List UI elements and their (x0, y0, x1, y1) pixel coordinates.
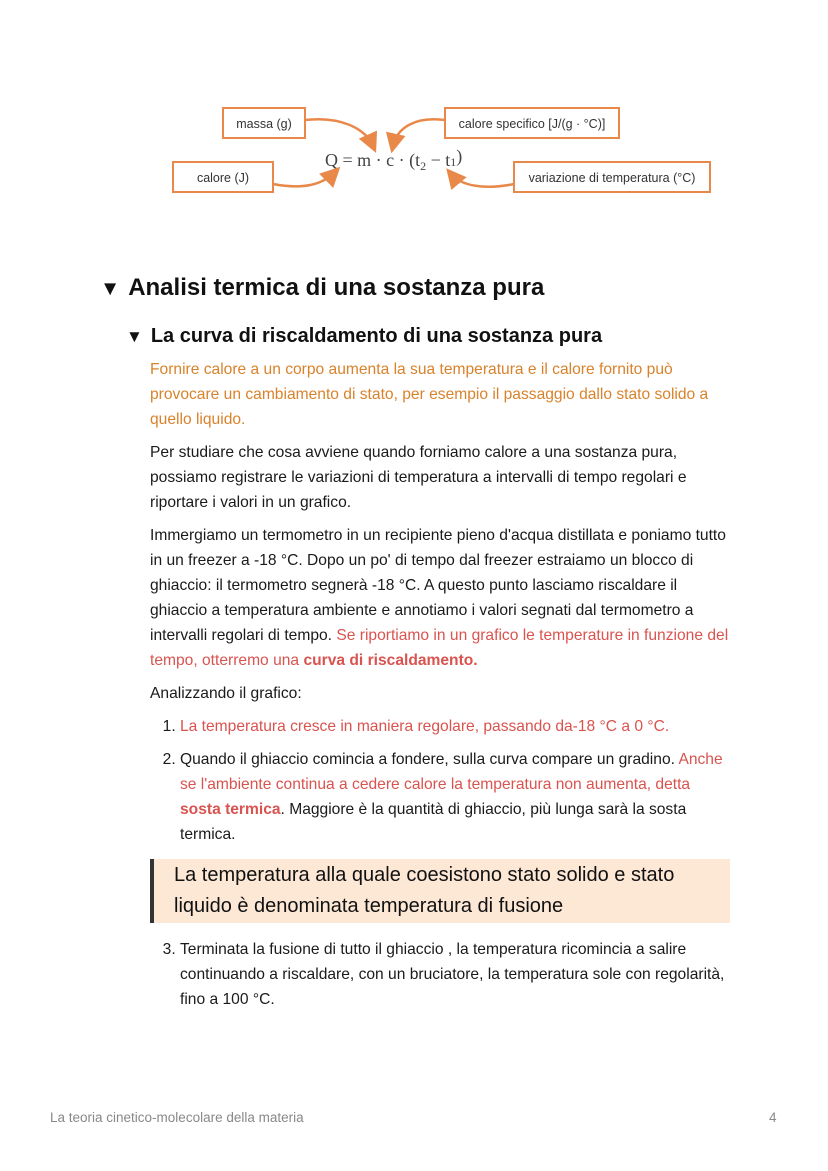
formula-diagram-svg (165, 98, 725, 208)
analysis-intro: Analizzando il grafico: (150, 685, 302, 702)
heat-formula: $Q = m \cdot c \cdot (t_2 - t1)$ (325, 146, 463, 173)
content-body (150, 357, 730, 1024)
section-heading-text: Analisi termica di una sostanza pura (128, 274, 545, 301)
analysis-list (150, 714, 730, 847)
footer-title: La teoria cinetico-molecolare della materia (50, 1110, 304, 1125)
list-item (180, 714, 730, 739)
temp-change-arrow (451, 174, 514, 187)
list-item (180, 937, 730, 1012)
item1-text: La temperatura cresce in maniera regolare, passando da-18 °C a 0 °C. (180, 718, 670, 735)
page-number: 4 (769, 1110, 777, 1125)
subsection-heading-text: La curva di riscaldamento di una sostanza pura (150, 325, 603, 347)
item3-text: Terminata la fusione di tutto il ghiaccio , la temperatura ricomincia a salire continuando a riscaldare, con un bruciatore, la temperatura sole con regolarità, fino a 100 °C. (180, 941, 725, 1008)
temp-change-box-label: variazione di temperatura (°C) (528, 171, 696, 185)
collapse-triangle-icon[interactable]: ▼ (100, 278, 121, 300)
heat-arrow (273, 172, 335, 186)
experiment-text: Immergiamo un termometro in un recipiente pieno d'acqua distillata e poniamo tutto in un freezer a -18 °C. Dopo un po' di tempo dal freezer estraiamo un blocco di ghiaccio: il termometro segnerà -18 °C. A questo punto lasciamo riscaldare il ghiaccio a temperatura ambiente e annotiamo i valori segnati dal termometro a intervalli regolari di tempo. (150, 527, 726, 644)
subsection-heading (126, 325, 602, 348)
collapse-triangle-icon[interactable]: ▼ (126, 327, 143, 346)
heating-curve-term: curva di riscaldamento. (303, 652, 478, 669)
item2-end-text: . Maggiore è la quantità di ghiaccio, più lunga sarà la sosta termica. (180, 801, 687, 843)
heat-box-label: calore (J) (196, 171, 250, 185)
specific-heat-box-label: calore specifico [J/(g · °C)] (458, 117, 606, 131)
formula-diagram (165, 98, 725, 208)
list-item (180, 747, 730, 847)
specific-heat-arrow (393, 119, 445, 146)
item2-text: Quando il ghiaccio comincia a fondere, sulla curva compare un gradino. (180, 751, 675, 768)
section-heading (100, 274, 544, 302)
mass-arrow (305, 119, 373, 146)
item2-highlight: Anche se l'ambiente continua a cedere calore la temperatura non aumenta, detta (180, 751, 723, 793)
experiment-paragraph (150, 523, 730, 673)
analysis-list-continued (150, 937, 730, 1012)
thermal-stop-term: sosta termica (180, 801, 281, 818)
experiment-highlight: Se riportiamo in un grafico le temperature in funzione del tempo, otterremo una (150, 627, 729, 669)
definition-callout: La temperatura alla quale coesistono stato solido e stato liquido è denominata temperatura di fusione (150, 859, 730, 923)
intro-paragraph: Fornire calore a un corpo aumenta la sua temperatura e il calore fornito può provocare un cambiamento di stato, per esempio il passaggio dallo stato solido a quello liquido. (150, 361, 709, 428)
mass-box-label: massa (g) (236, 117, 292, 131)
study-paragraph: Per studiare che cosa avviene quando forniamo calore a una sostanza pura, possiamo registrare le variazioni di temperatura a intervalli di tempo regolari e riportare i valori in un grafico. (150, 444, 687, 511)
